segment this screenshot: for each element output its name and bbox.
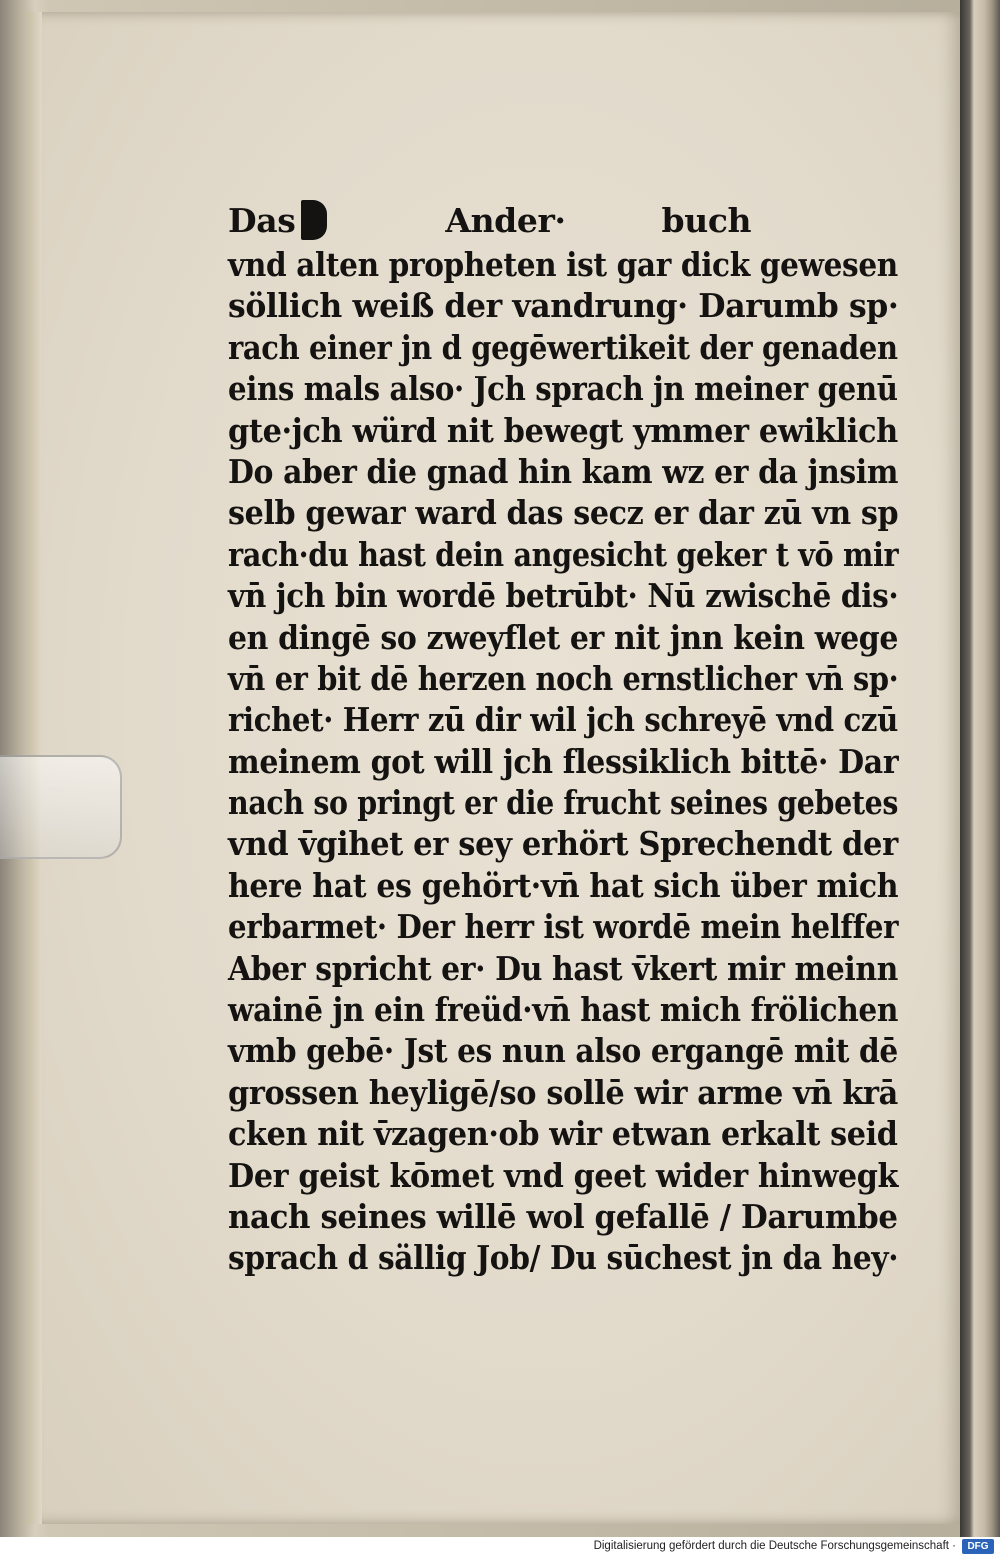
text-line: erbarmet· Der herr ist wordē mein helffer	[228, 907, 899, 947]
page-clip	[0, 755, 122, 859]
text-block	[228, 196, 908, 1279]
text-line: Der geist kōmet vnd geet wider hinwegk	[228, 1155, 899, 1195]
text-line: grossen heyligē/so sollē wir arme vn̄ krā	[228, 1072, 898, 1112]
initial-letter-icon	[301, 200, 327, 240]
text-line: vn̄ jch bin wordē betrūbt· Nū zwischē dis·	[228, 576, 899, 616]
header-center: Ander·	[445, 200, 566, 240]
text-line: rach einer jn d gegēwertikeit der genaden	[228, 327, 898, 367]
footer-bar	[0, 1537, 1000, 1557]
text-line: Aber spricht er· Du hast v̄kert mir meinn	[228, 948, 899, 988]
text-line: gte·jch würd nit bewegt ymmer ewiklich	[228, 410, 898, 450]
text-line: Do aber die gnad hin kam wz er da jnsim	[228, 451, 899, 491]
page-stack-edge	[960, 0, 1000, 1537]
footer-credit: Digitalisierung gefördert durch die Deutsche Forschungsgemeinschaft ·	[593, 1540, 956, 1552]
header-left: Das	[228, 200, 296, 240]
text-line: en dingē so zweyflet er nit jnn kein wege	[228, 617, 898, 657]
body-text	[228, 244, 908, 1279]
text-line: vnd v̄gihet er sey erhört Sprechendt der	[228, 824, 898, 864]
text-line: meinem got will jch flessiklich bittē· Dar	[228, 741, 899, 781]
text-line: cken nit v̄zagen·ob wir etwan erkalt seid	[228, 1114, 898, 1154]
text-line: rach·du hast dein angesicht geker t vō mir	[228, 534, 899, 574]
text-line: richet· Herr zū dir wil jch schreyē vnd czū	[228, 700, 898, 740]
text-line: sprach d sällig Job/ Du sūchest jn da hey·	[228, 1238, 899, 1278]
dfg-logo: DFG	[962, 1539, 994, 1554]
text-line: nach seines willē wol gefallē / Darumbe	[228, 1196, 898, 1236]
text-line: nach so pringt er die frucht seines gebetes	[228, 783, 899, 823]
text-line: here hat es gehört·vn̄ hat sich über mich	[228, 865, 899, 905]
text-line: eins mals also· Jch sprach jn meiner genū	[228, 369, 898, 409]
text-line: wainē jn ein freüd·vn̄ hast mich frölichen	[228, 990, 899, 1030]
text-line: söllich weiß der vandrung· Darumb sp·	[228, 286, 899, 326]
text-line: vmb gebē· Jst es nun also ergangē mit dē	[228, 1031, 898, 1071]
header-right: buch	[661, 200, 752, 240]
text-line: selb gewar ward das secz er dar zū vn sp	[228, 493, 899, 533]
running-header	[228, 196, 908, 244]
text-line: vnd alten propheten ist gar dick gewesen	[228, 245, 898, 284]
text-line: vn̄ er bit dē herzen noch ernstlicher vn̄ sp·	[228, 658, 899, 698]
